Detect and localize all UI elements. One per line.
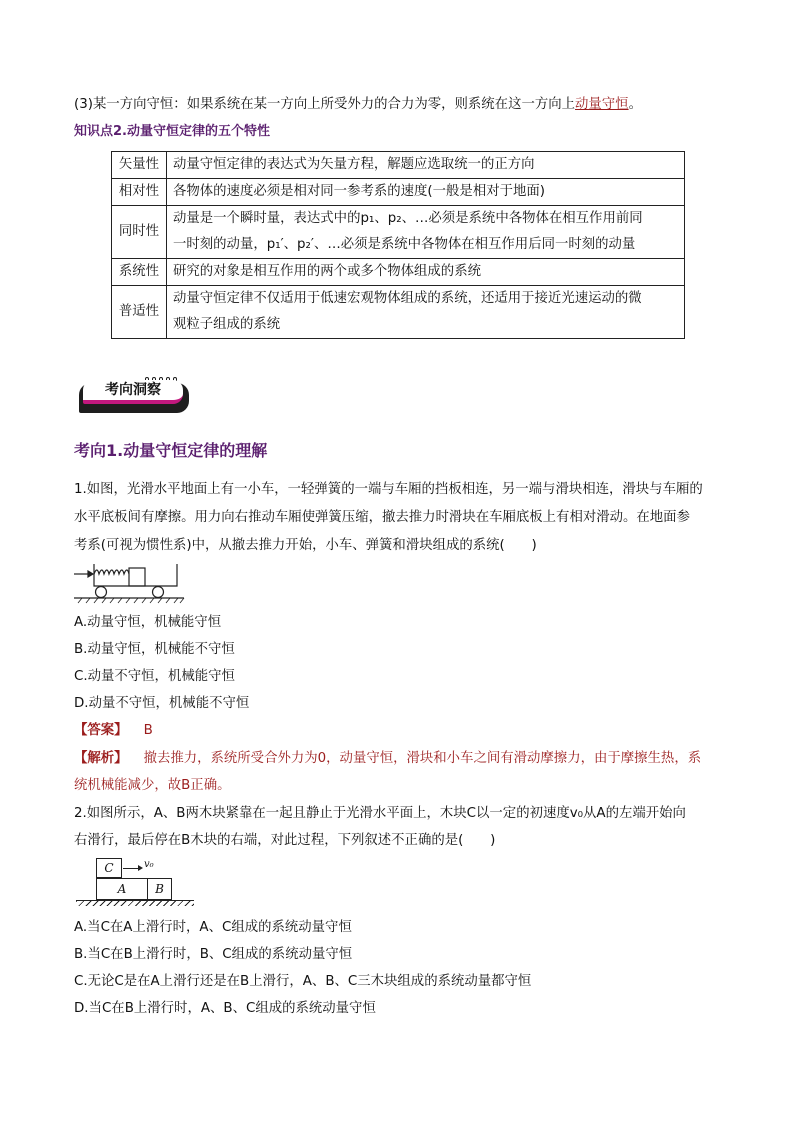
table-key: 同时性 — [112, 206, 167, 259]
table-row — [112, 286, 685, 339]
block-b: B — [148, 878, 172, 900]
cart-body — [94, 564, 177, 586]
slider-block — [129, 568, 145, 586]
table-row — [112, 206, 685, 259]
intro-emphasis: 动量守恒 — [575, 97, 629, 112]
q1-answer: 【答案】 B — [74, 723, 153, 738]
q1-analysis-cont: 统机械能减少，故B正确。 — [74, 778, 231, 793]
table-key: 相对性 — [112, 179, 167, 206]
badge-label: 考向洞察 — [83, 380, 183, 404]
q1-option: A.动量守恒，机械能守恒 — [74, 615, 222, 630]
table-value: 动量守恒定律的表达式为矢量方程，解题应选取统一的正方向 — [167, 152, 685, 179]
q1-option: D.动量不守恒，机械能不守恒 — [74, 696, 250, 711]
q2-option: D.当C在B上滑行时，A、B、C组成的系统动量守恒 — [74, 1001, 376, 1016]
block-a: A — [96, 878, 148, 900]
spring-icon — [94, 570, 129, 574]
table-value: 动量是一个瞬时量，表达式中的p₁、p₂、…必须是系统中各物体在相互作用前同 一时刻的动量，p₁′、p₂′、…必须是系统中各物体在相互作用后同一时刻的动量 — [167, 206, 685, 259]
block-c: C — [96, 858, 122, 878]
q2-option: C.无论C是在A上滑行还是在B上滑行，A、B、C三木块组成的系统动量都守恒 — [74, 974, 532, 989]
table-key: 系统性 — [112, 259, 167, 286]
q2-stem-line: 右滑行，最后停在B木块的右端，对此过程，下列叙述不正确的是( ) — [74, 833, 496, 848]
ground-hatch — [78, 598, 184, 603]
cart-spring-figure — [72, 562, 188, 604]
kp2-title: 知识点2.动量守恒定律的五个特性 — [74, 124, 270, 139]
q1-stem-line: 考系(可视为惯性系)中，从撤去推力开始，小车、弹簧和滑块组成的系统( ) — [74, 538, 537, 553]
q1-analysis: 【解析】 撤去推力，系统所受合外力为0，动量守恒，滑块和小车之间有滑动摩擦力，由于摩擦生热，系 — [74, 751, 702, 766]
intro-suffix: 。 — [628, 97, 642, 112]
table-row — [112, 179, 685, 206]
table-key: 普适性 — [112, 286, 167, 339]
ground-hatch — [76, 901, 194, 906]
push-arrowhead-icon — [88, 571, 93, 577]
table-value: 动量守恒定律不仅适用于低速宏观物体组成的系统，还适用于接近光速运动的微 观粒子组成的系统 — [167, 286, 685, 339]
table-row — [112, 259, 685, 286]
cart-wheel-right — [153, 587, 164, 598]
velocity-label: v₀ — [144, 859, 154, 870]
q2-option: B.当C在B上滑行时，B、C组成的系统动量守恒 — [74, 947, 353, 962]
table-row — [112, 152, 685, 179]
section-title: 考向1.动量守恒定律的理解 — [74, 441, 268, 460]
q1-stem-line: 1.如图，光滑水平地面上有一小车，一轻弹簧的一端与车厢的挡板相连，另一端与滑块相连，滑块与车厢的 — [74, 482, 703, 497]
q2-stem-line: 2.如图所示，A、B两木块紧靠在一起且静止于光滑水平面上，木块C以一定的初速度v₀从A的左端开始向 — [74, 806, 686, 821]
blocks-figure — [74, 858, 194, 906]
intro-line — [74, 96, 642, 114]
properties-table — [111, 151, 685, 339]
velocity-arrow-line — [123, 868, 139, 869]
table-value: 各物体的速度必须是相对同一参考系的速度(一般是相对于地面) — [167, 179, 685, 206]
velocity-arrowhead-icon — [138, 865, 143, 871]
section-badge — [79, 377, 189, 415]
table-value: 研究的对象是相互作用的两个或多个物体组成的系统 — [167, 259, 685, 286]
q1-option: C.动量不守恒，机械能守恒 — [74, 669, 235, 684]
intro-text: (3)某一方向守恒：如果系统在某一方向上所受外力的合力为零，则系统在这一方向上 — [74, 97, 576, 112]
table-key: 矢量性 — [112, 152, 167, 179]
q1-stem-line: 水平底板间有摩擦。用力向右推动车厢使弹簧压缩，撤去推力时滑块在车厢底板上有相对滑动。在地面参 — [74, 510, 690, 525]
q2-option: A.当C在A上滑行时，A、C组成的系统动量守恒 — [74, 920, 352, 935]
q1-option: B.动量守恒，机械能不守恒 — [74, 642, 235, 657]
cart-wheel-left — [96, 587, 107, 598]
